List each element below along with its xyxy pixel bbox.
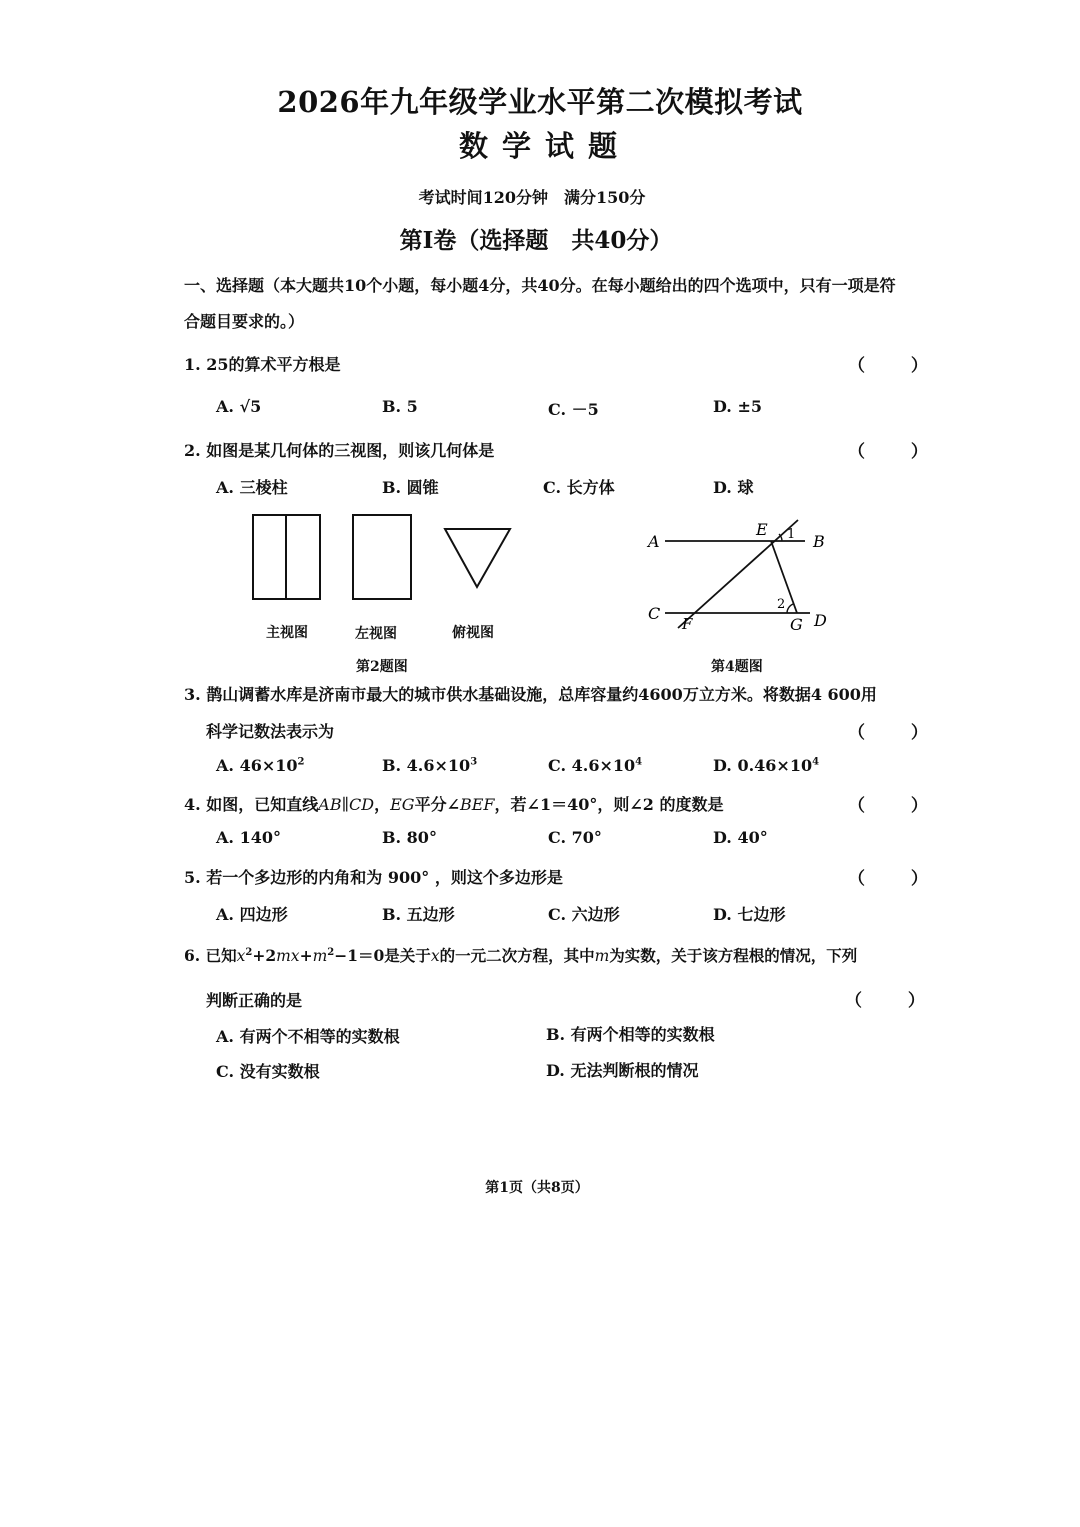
angle-1-label: 1 [787, 527, 796, 542]
q2-option-d: D. 球 [713, 478, 754, 497]
point-f: F [682, 615, 693, 633]
question-3-line2: 科学记数法表示为 [206, 722, 335, 741]
q2-option-a: A. 三棱柱 [216, 478, 288, 497]
question-text: 如图是某几何体的三视图，则该几何体是 [206, 441, 495, 460]
figure-q2-three-views [240, 505, 530, 615]
question-number: 6. [184, 946, 201, 965]
question-3 [184, 682, 877, 705]
page-number: 第1页（共8页） [485, 1180, 589, 1196]
question-5 [184, 865, 563, 888]
question-text: 若一个多边形的内角和为 900° ，则这个多边形是 [206, 868, 563, 887]
top-view-label: 俯视图 [452, 625, 494, 641]
question-number: 3. [184, 685, 201, 704]
q3-option-d: D. $0.46\times 10^4$ [713, 756, 820, 775]
part1-instructions-line1: 一、选择题（本大题共10个小题，每小题4分，共40分。在每小题给出的四个选项中，只有一项是符 [184, 276, 896, 295]
q1-option-a: A. √5 [216, 397, 262, 416]
question-number: 1. [184, 355, 201, 374]
q1-option-d: D. ±5 [713, 397, 762, 416]
figure-q2-caption: 第2题图 [356, 659, 408, 675]
q1-option-c: C. －5 [548, 400, 599, 419]
angle-2-label: 2 [777, 597, 786, 612]
question-1 [184, 352, 341, 375]
q3-option-b: B. $4.6\times 10^3$ [382, 756, 478, 775]
figure-q4-caption: 第4题图 [711, 659, 763, 675]
answer-paren: （ ） [848, 723, 948, 743]
question-text: 已知$x^2+2mx+m^2-1=0$是关于x的一元二次方程，其中m为实数，关于该方程根的情况，下列 [205, 946, 858, 965]
answer-paren: （ ） [845, 991, 945, 1011]
exam-info: 考试时间120分钟 满分150分 [418, 188, 646, 207]
exam-subtitle: 数学试题 [458, 129, 631, 163]
question-number: 2. [184, 441, 201, 460]
q5-option-a: A. 四边形 [216, 905, 288, 924]
question-text: 鹊山调蓄水库是济南市最大的城市供水基础设施，总库容量约4600万立方米。将数据4 600用 [206, 685, 877, 704]
top-view-triangle [445, 529, 510, 587]
question-number: 4. [184, 795, 201, 814]
q6-option-c: C. 没有实数根 [216, 1062, 320, 1081]
q5-option-d: D. 七边形 [713, 905, 786, 924]
answer-paren: （ ） [848, 869, 948, 889]
question-6 [184, 944, 857, 966]
q4-option-b: B. 80° [382, 828, 437, 847]
point-d: D [814, 611, 827, 630]
q4-option-c: C. 70° [548, 828, 602, 847]
answer-paren: （ ） [848, 796, 948, 816]
point-c: C [648, 604, 661, 623]
q5-option-b: B. 五边形 [382, 905, 455, 924]
answer-paren: （ ） [848, 442, 948, 462]
q4-option-a: A. 140° [216, 828, 281, 847]
figure-q4-parallel-lines [640, 510, 840, 635]
point-b: B [813, 532, 825, 551]
q3-option-a: A. $46\times 10^2$ [216, 756, 305, 775]
left-view-label: 左视图 [355, 626, 397, 642]
q2-option-b: B. 圆锥 [382, 478, 439, 497]
front-view-label: 主视图 [266, 625, 308, 641]
point-e: E [756, 520, 768, 539]
section-title: 第I卷（选择题 共40分） [399, 227, 673, 254]
question-6-line2: 判断正确的是 [206, 991, 303, 1010]
part1-instructions-line2: 合题目要求的。） [184, 312, 305, 331]
angle-2-arc [787, 604, 793, 613]
question-text: 25的算术平方根是 [206, 355, 341, 374]
question-number: 5. [184, 868, 201, 887]
q6-option-a: A. 有两个不相等的实数根 [216, 1027, 400, 1046]
exam-title: 2026年九年级学业水平第二次模拟考试 [277, 85, 803, 119]
q6-option-b: B. 有两个相等的实数根 [546, 1025, 715, 1044]
q1-option-b: B. 5 [382, 397, 418, 416]
q3-option-c: C. $4.6\times 10^4$ [548, 756, 643, 775]
q4-option-d: D. 40° [713, 828, 768, 847]
answer-paren: （ ） [848, 356, 948, 376]
point-a: A [648, 532, 660, 551]
question-text: 如图，已知直线AB∥CD，EG平分∠BEF，若∠1＝40°，则∠2 的度数是 [206, 795, 724, 814]
point-g: G [790, 615, 803, 634]
q2-option-c: C. 长方体 [543, 478, 615, 497]
q5-option-c: C. 六边形 [548, 905, 620, 924]
q6-option-d: D. 无法判断根的情况 [546, 1061, 699, 1080]
question-2 [184, 438, 494, 461]
question-4 [184, 792, 723, 815]
left-view-shape [353, 515, 411, 599]
